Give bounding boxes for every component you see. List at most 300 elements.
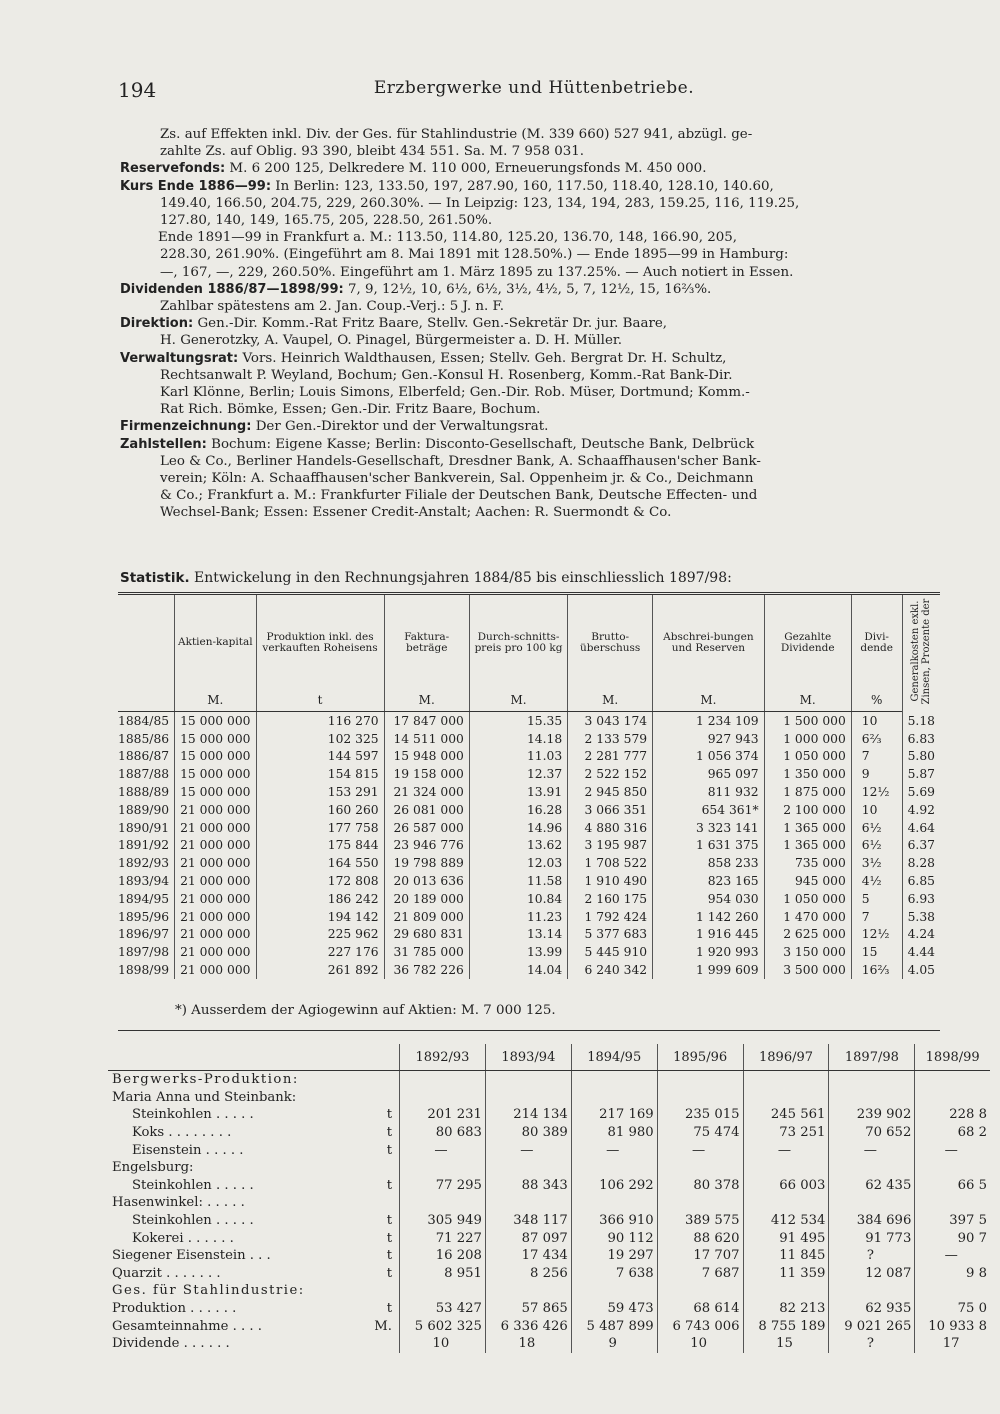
row-year: 1890/91: [118, 820, 170, 835]
table-cell: 15 000 000: [175, 730, 256, 748]
production-cell: —: [657, 1141, 743, 1159]
table-cell: 5 377 683: [568, 926, 653, 944]
production-cell: 66 5: [915, 1177, 990, 1195]
production-cell: [829, 1159, 915, 1177]
production-cell: [571, 1071, 657, 1089]
table-cell: 5.69: [902, 783, 940, 801]
table-cell: 927 943: [653, 730, 764, 748]
line-text: In Berlin: 123, 133.50, 197, 287.90, 160, 117.50, 118.40, 128.10, 140.60,: [271, 178, 774, 194]
statistik-heading: [120, 570, 732, 586]
table-cell: 811 932: [653, 783, 764, 801]
production-cell: [829, 1282, 915, 1300]
column-header: Divi-dende: [851, 594, 902, 692]
production-label: [108, 1071, 400, 1089]
table-cell: 15: [851, 943, 902, 961]
table-row: [118, 890, 940, 908]
row-year: 1889/90: [118, 802, 170, 817]
table-cell: 12½: [851, 783, 902, 801]
label-text: Maria Anna und Steinbank:: [112, 1089, 297, 1105]
table-cell: 4.64: [902, 819, 940, 837]
line-text: Bochum: Eigene Kasse; Berlin: Disconto-Gesellschaft, Deutsche Bank, Delbrück: [206, 436, 755, 452]
table-cell: 21 000 000: [175, 926, 256, 944]
production-cell: 15: [743, 1335, 829, 1353]
table-cell: 164 550: [256, 854, 384, 872]
text-line: [120, 418, 960, 435]
production-row: [108, 1124, 990, 1142]
production-row: [108, 1229, 990, 1247]
production-cell: 88 343: [485, 1177, 571, 1195]
production-cell: ?: [829, 1335, 915, 1353]
table-cell: 735 000: [764, 854, 851, 872]
production-cell: 106 292: [571, 1177, 657, 1195]
production-cell: [743, 1159, 829, 1177]
table-cell: 13.99: [469, 943, 567, 961]
production-cell: 7 638: [571, 1265, 657, 1283]
production-cell: 5 487 899: [571, 1317, 657, 1335]
table-cell: 3 500 000: [764, 961, 851, 979]
table-cell: 21 000 000: [175, 819, 256, 837]
line-text: M. 6 200 125, Delkredere M. 110 000, Erneuerungsfonds M. 450 000.: [225, 161, 707, 177]
table-cell: 1 234 109: [653, 712, 764, 730]
table-cell: 1 999 609: [653, 961, 764, 979]
statistik-label: Statistik.: [120, 570, 190, 586]
text-line: [120, 350, 960, 367]
production-cell: 59 473: [571, 1300, 657, 1318]
table-cell: 31 785 000: [384, 943, 469, 961]
column-header: Faktura-beträge: [384, 594, 469, 692]
label-text: Steinkohlen . . . . .: [132, 1107, 254, 1123]
table-cell: 15 000 000: [175, 748, 256, 766]
unit-text: t: [386, 1107, 392, 1123]
column-header: Durch-schnitts-preis pro 100 kg: [469, 594, 567, 692]
label-text: Steinkohlen . . . . .: [132, 1177, 254, 1193]
production-cell: [743, 1071, 829, 1089]
line-text: Rechtsanwalt P. Weyland, Bochum; Gen.-Konsul H. Rosenberg, Komm.-Rat Bank-Dir.: [160, 367, 733, 383]
table-cell: 14 511 000: [384, 730, 469, 748]
column-header: Aktien-kapital: [175, 594, 256, 692]
column-header: Produktion inkl. des verkauften Roheisens: [256, 594, 384, 692]
table-cell: 177 758: [256, 819, 384, 837]
table-cell: 1 470 000: [764, 908, 851, 926]
column-unit: M.: [568, 691, 653, 712]
production-cell: —: [485, 1141, 571, 1159]
production-cell: 80 389: [485, 1124, 571, 1142]
production-row: [108, 1212, 990, 1230]
table-row: [118, 801, 940, 819]
production-cell: [829, 1089, 915, 1107]
table-cell: 3 195 987: [568, 837, 653, 855]
column-header: [118, 594, 175, 692]
table-cell: 17 847 000: [384, 712, 469, 730]
production-row: [108, 1071, 990, 1089]
table-cell: 4½: [851, 872, 902, 890]
line-text: zahlte Zs. auf Oblig. 93 390, bleibt 434 551. Sa. M. 7 958 031.: [160, 144, 585, 160]
production-row: [108, 1089, 990, 1107]
label-text: Produktion . . . . . .: [112, 1301, 237, 1317]
section-label: Dividenden 1886/87—1898/99:: [120, 281, 344, 297]
table-cell: 823 165: [653, 872, 764, 890]
label-text: Bergwerks-Produktion:: [112, 1072, 299, 1088]
table-cell: 15 948 000: [384, 748, 469, 766]
production-cell: [485, 1071, 571, 1089]
label-text: Dividende . . . . . .: [112, 1336, 230, 1352]
production-cell: 8 256: [485, 1265, 571, 1283]
unit-text: t: [386, 1142, 392, 1158]
production-row: [108, 1194, 990, 1212]
table-cell: 21 000 000: [175, 908, 256, 926]
production-cell: [571, 1282, 657, 1300]
text-line: [120, 229, 960, 246]
text-line: [120, 281, 960, 298]
table-cell: 1 050 000: [764, 890, 851, 908]
table-cell: 1 000 000: [764, 730, 851, 748]
table-cell: 11.58: [469, 872, 567, 890]
text-line: [120, 504, 960, 521]
production-cell: 17 434: [485, 1247, 571, 1265]
production-cell: —: [743, 1141, 829, 1159]
table-cell: 1 142 260: [653, 908, 764, 926]
table-cell: 5 445 910: [568, 943, 653, 961]
production-cell: 91 773: [829, 1229, 915, 1247]
table-cell: 654 361*: [653, 801, 764, 819]
table-cell: 186 242: [256, 890, 384, 908]
table-cell: 261 892: [256, 961, 384, 979]
table-cell: 5.87: [902, 765, 940, 783]
table-cell: 172 808: [256, 872, 384, 890]
row-year: 1893/94: [118, 874, 170, 889]
table-cell: 4.92: [902, 801, 940, 819]
production-cell: 71 227: [400, 1229, 486, 1247]
text-line: [120, 195, 960, 212]
page-number: 194: [118, 78, 157, 102]
label-text: Gesamteinnahme . . . .: [112, 1318, 262, 1334]
column-unit: M.: [469, 691, 567, 712]
table-cell: 19 158 000: [384, 765, 469, 783]
production-label: [108, 1229, 400, 1247]
table-cell: 5: [851, 890, 902, 908]
production-cell: 214 134: [485, 1106, 571, 1124]
production-cell: 88 620: [657, 1229, 743, 1247]
text-line: [120, 332, 960, 349]
table-cell: 6.93: [902, 890, 940, 908]
production-cell: [657, 1071, 743, 1089]
production-cell: 348 117: [485, 1212, 571, 1230]
row-year: 1894/95: [118, 891, 170, 906]
table-row: [118, 837, 940, 855]
table-cell: 20 013 636: [384, 872, 469, 890]
statistik-text: Entwickelung in den Rechnungsjahren 1884/85 bis einschliesslich 1897/98:: [189, 570, 732, 586]
row-year: 1892/93: [118, 856, 170, 871]
table-cell: 1 365 000: [764, 837, 851, 855]
row-year: 1891/92: [118, 838, 170, 853]
row-year: 1886/87: [118, 749, 170, 764]
production-table: [108, 1044, 990, 1353]
production-cell: 8 755 189: [743, 1317, 829, 1335]
line-text: 7, 9, 12½, 10, 6½, 6½, 3½, 4½, 5, 7, 12½, 15, 16⅔%.: [343, 281, 712, 297]
production-cell: 366 910: [571, 1212, 657, 1230]
production-cell: 16 208: [400, 1247, 486, 1265]
table-cell: 2 133 579: [568, 730, 653, 748]
table-cell: 1 365 000: [764, 819, 851, 837]
table-cell: 4.44: [902, 943, 940, 961]
table-cell: 21 000 000: [175, 890, 256, 908]
label-text: Ges. für Stahlindustrie:: [112, 1283, 305, 1299]
text-line: [120, 264, 960, 281]
production-cell: 77 295: [400, 1177, 486, 1195]
production-cell: 75 474: [657, 1124, 743, 1142]
table-cell: 12.03: [469, 854, 567, 872]
production-row: [108, 1247, 990, 1265]
text-line: [120, 212, 960, 229]
production-label: [108, 1247, 400, 1265]
table-cell: 2 945 850: [568, 783, 653, 801]
line-text: Rat Rich. Bömke, Essen; Gen.-Dir. Fritz Baare, Bochum.: [160, 402, 541, 418]
table-cell: 8.28: [902, 854, 940, 872]
unit-text: t: [386, 1177, 392, 1193]
text-line: [120, 401, 960, 418]
production-cell: [485, 1194, 571, 1212]
section-label: Firmenzeichnung:: [120, 419, 252, 435]
table-row: [118, 872, 940, 890]
table-cell: 4.05: [902, 961, 940, 979]
line-text: Gen.-Dir. Komm.-Rat Fritz Baare, Stellv. Gen.-Sekretär Dr. jur. Baare,: [193, 316, 668, 332]
line-text: Vors. Heinrich Waldthausen, Essen; Stellv. Geh. Bergrat Dr. H. Schultz,: [238, 350, 727, 366]
line-text: Der Gen.-Direktor und der Verwaltungsrat.: [251, 419, 549, 435]
table-cell: 13.62: [469, 837, 567, 855]
table-cell: 194 142: [256, 908, 384, 926]
line-text: —, 167, —, 229, 260.50%. Eingeführt am 1. März 1895 zu 137.25%. — Auch notiert in Essen.: [160, 264, 794, 280]
production-cell: 9 021 265: [829, 1317, 915, 1335]
production-cell: 10 933 8: [915, 1317, 990, 1335]
unit-text: t: [386, 1248, 392, 1264]
production-cell: 19 297: [571, 1247, 657, 1265]
production-cell: 17 707: [657, 1247, 743, 1265]
text-line: [120, 315, 960, 332]
production-cell: 68 614: [657, 1300, 743, 1318]
unit-text: t: [386, 1213, 392, 1229]
table-cell: 1 916 445: [653, 926, 764, 944]
table-cell: 23 946 776: [384, 837, 469, 855]
production-cell: [743, 1089, 829, 1107]
label-text: Hasenwinkel: . . . . .: [112, 1195, 245, 1211]
table-cell: 21 000 000: [175, 872, 256, 890]
production-cell: [485, 1282, 571, 1300]
row-year: 1896/97: [118, 927, 170, 942]
production-cell: 57 865: [485, 1300, 571, 1318]
table-cell: 21 809 000: [384, 908, 469, 926]
table-cell: 13.91: [469, 783, 567, 801]
table-cell: 21 000 000: [175, 801, 256, 819]
production-row: [108, 1335, 990, 1353]
table-cell: 21 000 000: [175, 837, 256, 855]
production-label: [108, 1265, 400, 1283]
production-cell: 305 949: [400, 1212, 486, 1230]
production-cell: [485, 1159, 571, 1177]
table-row: [118, 748, 940, 766]
production-row: [108, 1282, 990, 1300]
production-cell: —: [915, 1247, 990, 1265]
line-text: Zs. auf Effekten inkl. Div. der Ges. für Stahlindustrie (M. 339 660) 527 941, abzügl. ge-: [160, 127, 753, 142]
table-cell: 11.03: [469, 748, 567, 766]
text-line: [120, 487, 960, 504]
production-cell: 87 097: [485, 1229, 571, 1247]
production-label: [108, 1282, 400, 1300]
label-text: Koks . . . . . . . .: [132, 1125, 232, 1141]
unit-text: M.: [374, 1318, 392, 1334]
table-row: [118, 908, 940, 926]
column-unit: M.: [653, 691, 764, 712]
production-cell: [400, 1071, 486, 1089]
production-cell: [915, 1159, 990, 1177]
production-label: [108, 1159, 400, 1177]
production-cell: 68 2: [915, 1124, 990, 1142]
text-line: [120, 143, 960, 160]
production-cell: [743, 1282, 829, 1300]
label-text: Eisenstein . . . . .: [132, 1142, 244, 1158]
table-cell: 1 050 000: [764, 748, 851, 766]
year-header: 1898/99: [915, 1044, 990, 1071]
column-unit: %: [851, 691, 902, 712]
production-cell: 11 359: [743, 1265, 829, 1283]
table-row: [118, 943, 940, 961]
production-row: [108, 1177, 990, 1195]
unit-text: t: [386, 1301, 392, 1317]
production-cell: 245 561: [743, 1106, 829, 1124]
table-cell: 21 324 000: [384, 783, 469, 801]
table-cell: 21 000 000: [175, 961, 256, 979]
column-unit: t: [256, 691, 384, 712]
table-row: [118, 783, 940, 801]
production-cell: [571, 1159, 657, 1177]
label-text: Steinkohlen . . . . .: [132, 1213, 254, 1229]
production-cell: [829, 1071, 915, 1089]
section-label: Direktion:: [120, 316, 194, 332]
divider: [118, 1030, 940, 1031]
column-header: Brutto-überschuss: [568, 594, 653, 692]
table-cell: 954 030: [653, 890, 764, 908]
table-cell: 21 000 000: [175, 854, 256, 872]
production-cell: ?: [829, 1247, 915, 1265]
table-cell: 10: [851, 801, 902, 819]
production-cell: [743, 1194, 829, 1212]
line-text: verein; Köln: A. Schaaffhausen'scher Bankverein, Sal. Oppenheim jr. & Co., Deichmann: [160, 471, 754, 487]
line-text: H. Generotzky, A. Vaupel, O. Pinagel, Bürgermeister a. D. H. Müller.: [160, 333, 623, 349]
label-text: Quarzit . . . . . . .: [112, 1265, 221, 1281]
production-label: [108, 1317, 400, 1335]
column-unit: M.: [764, 691, 851, 712]
table-cell: 1 875 000: [764, 783, 851, 801]
table-cell: 3½: [851, 854, 902, 872]
production-cell: [915, 1282, 990, 1300]
table-cell: 2 281 777: [568, 748, 653, 766]
table-cell: 13.14: [469, 926, 567, 944]
production-label: [108, 1212, 400, 1230]
production-row: [108, 1300, 990, 1318]
column-header: [902, 594, 940, 712]
unit-text: t: [386, 1265, 392, 1281]
production-cell: 62 935: [829, 1300, 915, 1318]
column-header: Abschrei-bungen und Reserven: [653, 594, 764, 692]
production-cell: 62 435: [829, 1177, 915, 1195]
row-year: 1884/85: [118, 713, 170, 728]
production-label: [108, 1106, 400, 1124]
production-cell: 217 169: [571, 1106, 657, 1124]
text-line: [120, 436, 960, 453]
production-cell: 412 534: [743, 1212, 829, 1230]
production-cell: [400, 1159, 486, 1177]
table-cell: 4.24: [902, 926, 940, 944]
table-cell: 12.37: [469, 765, 567, 783]
production-cell: 11 845: [743, 1247, 829, 1265]
production-cell: 90 7: [915, 1229, 990, 1247]
production-label: [108, 1300, 400, 1318]
section-label: Zahlstellen:: [120, 436, 207, 452]
table-cell: 4 880 316: [568, 819, 653, 837]
production-cell: [657, 1282, 743, 1300]
production-cell: 81 980: [571, 1124, 657, 1142]
table-cell: 3 323 141: [653, 819, 764, 837]
production-label: [108, 1335, 400, 1353]
table-cell: 15 000 000: [175, 765, 256, 783]
table-cell: 12½: [851, 926, 902, 944]
production-cell: [657, 1089, 743, 1107]
production-cell: 18: [485, 1335, 571, 1353]
table-cell: 1 631 375: [653, 837, 764, 855]
table-cell: 102 325: [256, 730, 384, 748]
production-cell: 6 743 006: [657, 1317, 743, 1335]
production-cell: [485, 1089, 571, 1107]
table-row: [118, 730, 940, 748]
year-header: 1893/94: [485, 1044, 571, 1071]
line-text: Zahlbar spätestens am 2. Jan. Coup.-Verj.: 5 J. n. F.: [160, 299, 504, 315]
row-year: 1888/89: [118, 785, 170, 800]
year-header: 1894/95: [571, 1044, 657, 1071]
year-header: 1892/93: [400, 1044, 486, 1071]
table-cell: 15 000 000: [175, 783, 256, 801]
production-cell: 17: [915, 1335, 990, 1353]
corner-cell: [108, 1044, 400, 1071]
production-cell: 12 087: [829, 1265, 915, 1283]
table-row: [118, 854, 940, 872]
production-cell: —: [400, 1141, 486, 1159]
line-text: 149.40, 166.50, 204.75, 229, 260.30%. — In Leipzig: 123, 134, 194, 283, 159.25, 116, 119.25,: [160, 195, 800, 211]
column-header: Gezahlte Dividende: [764, 594, 851, 692]
table-row: [118, 712, 940, 730]
production-cell: 5 602 325: [400, 1317, 486, 1335]
production-cell: 228 8: [915, 1106, 990, 1124]
table-cell: 858 233: [653, 854, 764, 872]
text-line: [120, 178, 960, 195]
table-cell: 1 350 000: [764, 765, 851, 783]
table-cell: 3 066 351: [568, 801, 653, 819]
production-cell: 9: [571, 1335, 657, 1353]
line-text: Karl Klönne, Berlin; Louis Simons, Elberfeld; Gen.-Dir. Rob. Müser, Dortmund; Komm.-: [160, 385, 750, 401]
production-cell: 75 0: [915, 1300, 990, 1318]
column-unit: M.: [175, 691, 256, 712]
table-cell: 5.18: [902, 712, 940, 730]
table-cell: 14.18: [469, 730, 567, 748]
table-cell: 14.96: [469, 819, 567, 837]
table-row: [118, 961, 940, 979]
text-line: [120, 367, 960, 384]
text-line: [120, 126, 960, 143]
text-line: [120, 384, 960, 401]
text-line: [120, 160, 960, 177]
company-text: [120, 126, 960, 522]
unit-text: t: [386, 1230, 392, 1246]
line-text: Leo & Co., Berliner Handels-Gesellschaft, Dresdner Bank, A. Schaaffhausen'scher Bank-: [160, 453, 761, 469]
text-line: [120, 246, 960, 263]
